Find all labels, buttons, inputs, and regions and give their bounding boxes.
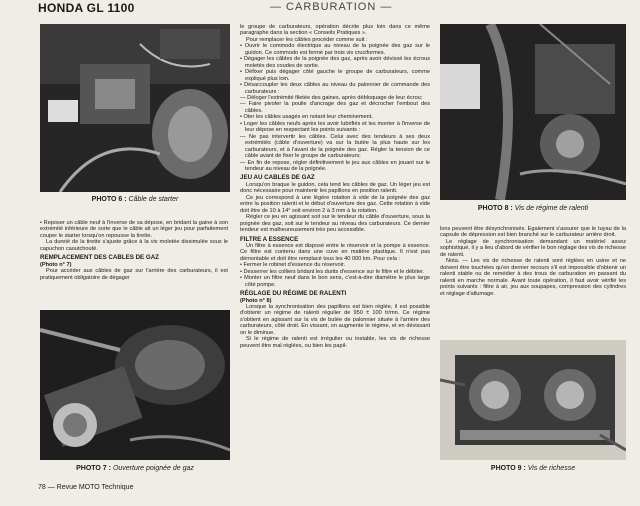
paragraph: Nota. — Les vis de richesse de ralenti sont réglées en usine et ne doivent être touchées qu'en dernier recours s'il est impossible d'obtenir un ralenti stable ou de remédier à des trous de carburation en passant du ralenti en marche normale. Avant toute opération, il faut avoir vérifié les points suivants : filtre à air, jeu aux soupapes, compression des cylindres et réglage d'allumage.	[440, 258, 626, 297]
photo-6-starter-cable	[40, 24, 230, 192]
photo-8-caption-text: Vis de régime de ralenti	[514, 205, 589, 212]
paragraph: Lorsqu'on braque le guidon, cela tend les câbles de gaz. Un léger jeu est donc nécessaire pour maintenir les papillons en position ralenti.	[240, 181, 430, 195]
paragraph: La dureté de la tirette s'ajuste grâce à la vis moletée dissimulée sous le capuchon caoutchouté.	[40, 239, 228, 252]
paragraph: Si le régime de ralenti est irrégulier ou instable, les vis de richesse peuvent être mal réglées, ou bien les papil-	[240, 336, 430, 349]
photo-9-caption	[440, 465, 626, 472]
photo-9-mixture-screw	[440, 340, 626, 460]
section-title: — CARBURATION —	[270, 1, 393, 13]
section-heading: FILTRE A ESSENCE	[240, 235, 299, 243]
photo-6-caption-text: Câble de starter	[128, 196, 179, 203]
list-item: — Déloger l'extrémité filetée des gaines, après débloquage de leur écrou;	[240, 94, 423, 101]
photo-7-throttle-grip	[40, 310, 230, 460]
photo-reference: (Photo n° 7)	[40, 261, 72, 268]
photo-8-caption	[440, 205, 626, 212]
section-heading: RÉGLAGE DU RÉGIME DE RALENTI	[240, 290, 347, 298]
page-footer: 78 — Revue MOTO Technique	[38, 484, 134, 491]
photo-6-number: PHOTO 6 :	[91, 196, 127, 203]
list-item: • Fermer le robinet d'essence du réservoir.	[240, 262, 346, 269]
list-item: • Loger les câbles neufs après les avoir lubrifiés et les monter à l'inverse de leur dépose en respectant les points suivants :	[240, 120, 430, 134]
paragraph: Pour remplacer les câbles procéder comme suit :	[246, 36, 368, 43]
photo-7-caption	[40, 465, 230, 472]
section-heading: REMPLACEMENT DES CABLES DE GAZ	[40, 254, 159, 262]
paragraph: Régler ce jeu en agissant soit sur le tendeur du câble d'ouverture, sous la poignée des gaz, soit sur le tendeur au niveau des carburateurs. Ce dernier tendeur est malheureusement très peu accessible.	[240, 214, 430, 234]
paragraph: Ce jeu correspond à une légère rotation à vide de la poignée des gaz entre la position ralenti et le début d'ouverture des gaz. Cette rotation à vide doit être de 10 à 14° soit environ 2 à 3 mm à la rotation.	[240, 194, 430, 214]
photo-9-number: PHOTO 9 :	[490, 465, 526, 472]
photo-reference: (Photo n° 8)	[240, 297, 272, 304]
list-item: • Desserrer les colliers bridant les durits d'essence sur le filtre et le débiter.	[240, 268, 425, 275]
paragraph: lons peuvent être désynchronisés. Egalement s'assurer que le tuyau de la capsule de dépression est bien branché sur le carburateur arrière droit.	[440, 226, 626, 239]
photo-8-idle-screw	[440, 24, 626, 200]
paragraph: Lorsque la synchronisation des papillons est bien réglée, il est possible d'obtenir un régime de ralenti régulier de 950 ± 100 tr/mn. Ce régime s'obtient en agissant sur la vis de butée de palonnier située à l'arrière des carburateurs, côté droit. En vissant, on augmente le régime, et en dévissant on le diminue.	[240, 304, 430, 336]
list-item: • Ouvrir le commodo électrique au niveau de la poignée des gaz sur le guidon. Ce commodo est fermé par trois vis cruciformes.	[240, 43, 430, 56]
paragraph: Le réglage de synchronisation demandant un matériel assez sophistiqué, il y a lieu d'abord de vérifier le bon réglage des vis de richesse de ralenti.	[440, 238, 626, 258]
photo-7-number: PHOTO 7 :	[76, 465, 111, 472]
list-item: — En fin de repose, régler définitivement le jeu aux câbles en jouant sur le tendeur au niveau de la poignée.	[240, 159, 430, 172]
paragraph: Pour accéder aux câbles de gaz sur l'arrière des carburateurs, il est pratiquement obligatoire de dégager	[40, 268, 228, 281]
section-heading: JEU AU CABLES DE GAZ	[240, 174, 315, 182]
magazine-header-title: HONDA GL 1100	[38, 1, 135, 15]
list-item: • Défixer puis dégager côté gauche le groupe de carburateurs, comme expliqué plus loin.	[240, 69, 430, 82]
list-item: • Oter les câbles usagés en notant leur cheminement.	[240, 114, 373, 121]
text-column-1	[40, 220, 228, 308]
photo-8-number: PHOTO 8 :	[477, 205, 513, 212]
text-column-2	[240, 24, 430, 482]
paragraph: le groupe de carburateurs, opération décrite plus loin dans ce même paragraphe dans la section « Conseils Pratiques ».	[240, 24, 430, 37]
photo-9-caption-text: Vis de richesse	[527, 465, 576, 472]
list-item: • Dégager les câbles de la poignée des gaz, après avoir dévissé les écrous moletés des coudes de sortie.	[240, 56, 430, 69]
list-item: — Faire pivoter la poulie d'ancrage des gaz et décrocher l'embout des câbles.	[240, 101, 430, 114]
paragraph: Un filtre à essence est disposé entre le réservoir et la pompe à essence. Ce filtre est contenu dans une cuve en matière plastique. Il n'est pas démontable et doit être remplacé tous les 40 000 km. Pour cela :	[240, 242, 430, 262]
list-item: • Désaccoupler les deux câbles au niveau du palonnier de commande des carburateurs :	[240, 82, 430, 95]
photo-7-caption-text: Ouverture poignée de gaz	[112, 465, 194, 472]
list-item: — Ne pas intervertir les câbles. Celui avec des tendeurs à ses deux extrémités (câble d'ouverture) va sur la butée la plus haute sur les carburateurs, et à l'avant de la poignée des gaz. Régler la tension de ce câble avant de fixer le groupe de carburateurs;	[240, 133, 430, 160]
photo-6-caption	[40, 196, 230, 203]
paragraph: • Reposer un câble neuf à l'inverse de sa dépose, en bridant la gaine à son extrémité inférieure de sorte que le câble ait un léger jeu pour parfaitement couper le starter lorsqu'on repousse la tirette.	[40, 220, 228, 239]
text-column-3	[440, 226, 626, 338]
list-item: • Monter un filtre neuf dans le bon sens, c'est-à-dire diamètre le plus large côté pompe.	[240, 275, 430, 288]
